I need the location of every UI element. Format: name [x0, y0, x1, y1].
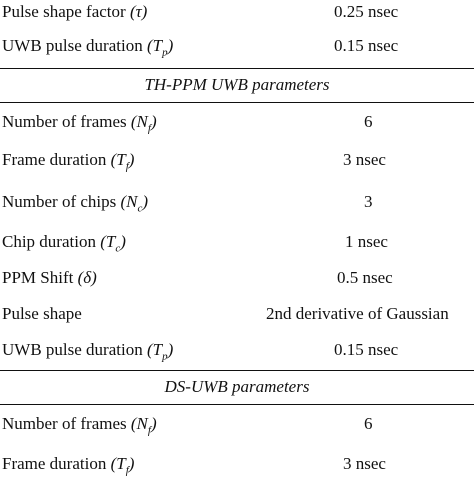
table-row [0, 184, 474, 220]
param-label: Frame duration $(T_f)$ [2, 454, 135, 477]
param-label: Number of frames $(N_f)$ [2, 112, 157, 135]
section-rule [0, 68, 474, 69]
param-value: 3 nsec [343, 454, 386, 473]
param-value: 0.25 nsec [334, 2, 399, 21]
param-label: Pulse shape factor (τ) [2, 2, 148, 21]
table-row [0, 260, 474, 296]
param-symbol: $(T_f)$ [110, 454, 135, 477]
param-value: 6 [364, 414, 373, 433]
param-label: Number of frames $(N_f)$ [2, 414, 157, 437]
section-rule [0, 404, 474, 405]
param-symbol: $(N_c)$ [120, 192, 149, 215]
param-symbol: (τ) [129, 2, 148, 21]
param-symbol: $(T_c)$ [100, 232, 126, 255]
param-symbol: $(N_f)$ [130, 112, 157, 135]
section-rule [0, 102, 474, 103]
param-label: UWB pulse duration $(T_p)$ [2, 340, 174, 363]
param-label: PPM Shift (δ) [2, 268, 97, 287]
param-label: UWB pulse duration $(T_p)$ [2, 36, 174, 59]
table-row [0, 0, 474, 30]
param-symbol: $(T_p)$ [146, 340, 174, 363]
param-symbol: $(T_f)$ [110, 150, 135, 173]
param-value: 2nd derivative of Gaussian [266, 304, 449, 323]
section-heading-th-ppm: TH-PPM UWB parameters [144, 75, 330, 94]
table-row [0, 142, 474, 178]
section-rule [0, 370, 474, 371]
param-label: Chip duration $(T_c)$ [2, 232, 126, 255]
param-symbol: (δ) [77, 268, 97, 287]
param-label: Number of chips $(N_c)$ [2, 192, 149, 215]
param-label: Frame duration $(T_f)$ [2, 150, 135, 173]
param-symbol: $(T_p)$ [146, 36, 174, 59]
param-value: 0.15 nsec [334, 340, 399, 359]
table-row [0, 28, 474, 64]
param-value: 0.5 nsec [337, 268, 393, 287]
param-value: 3 nsec [343, 150, 386, 169]
table-row [0, 406, 474, 442]
table-row [0, 224, 474, 260]
table-row [0, 446, 474, 482]
table-row [0, 332, 474, 368]
table-row [0, 104, 474, 140]
param-value: 6 [364, 112, 373, 131]
param-label: Pulse shape [2, 304, 82, 323]
param-symbol: $(N_f)$ [130, 414, 157, 437]
section-heading-ds-uwb: DS-UWB parameters [164, 377, 310, 396]
param-value: 3 [364, 192, 373, 211]
table-row [0, 296, 474, 332]
param-value: 1 nsec [345, 232, 388, 251]
param-value: 0.15 nsec [334, 36, 399, 55]
